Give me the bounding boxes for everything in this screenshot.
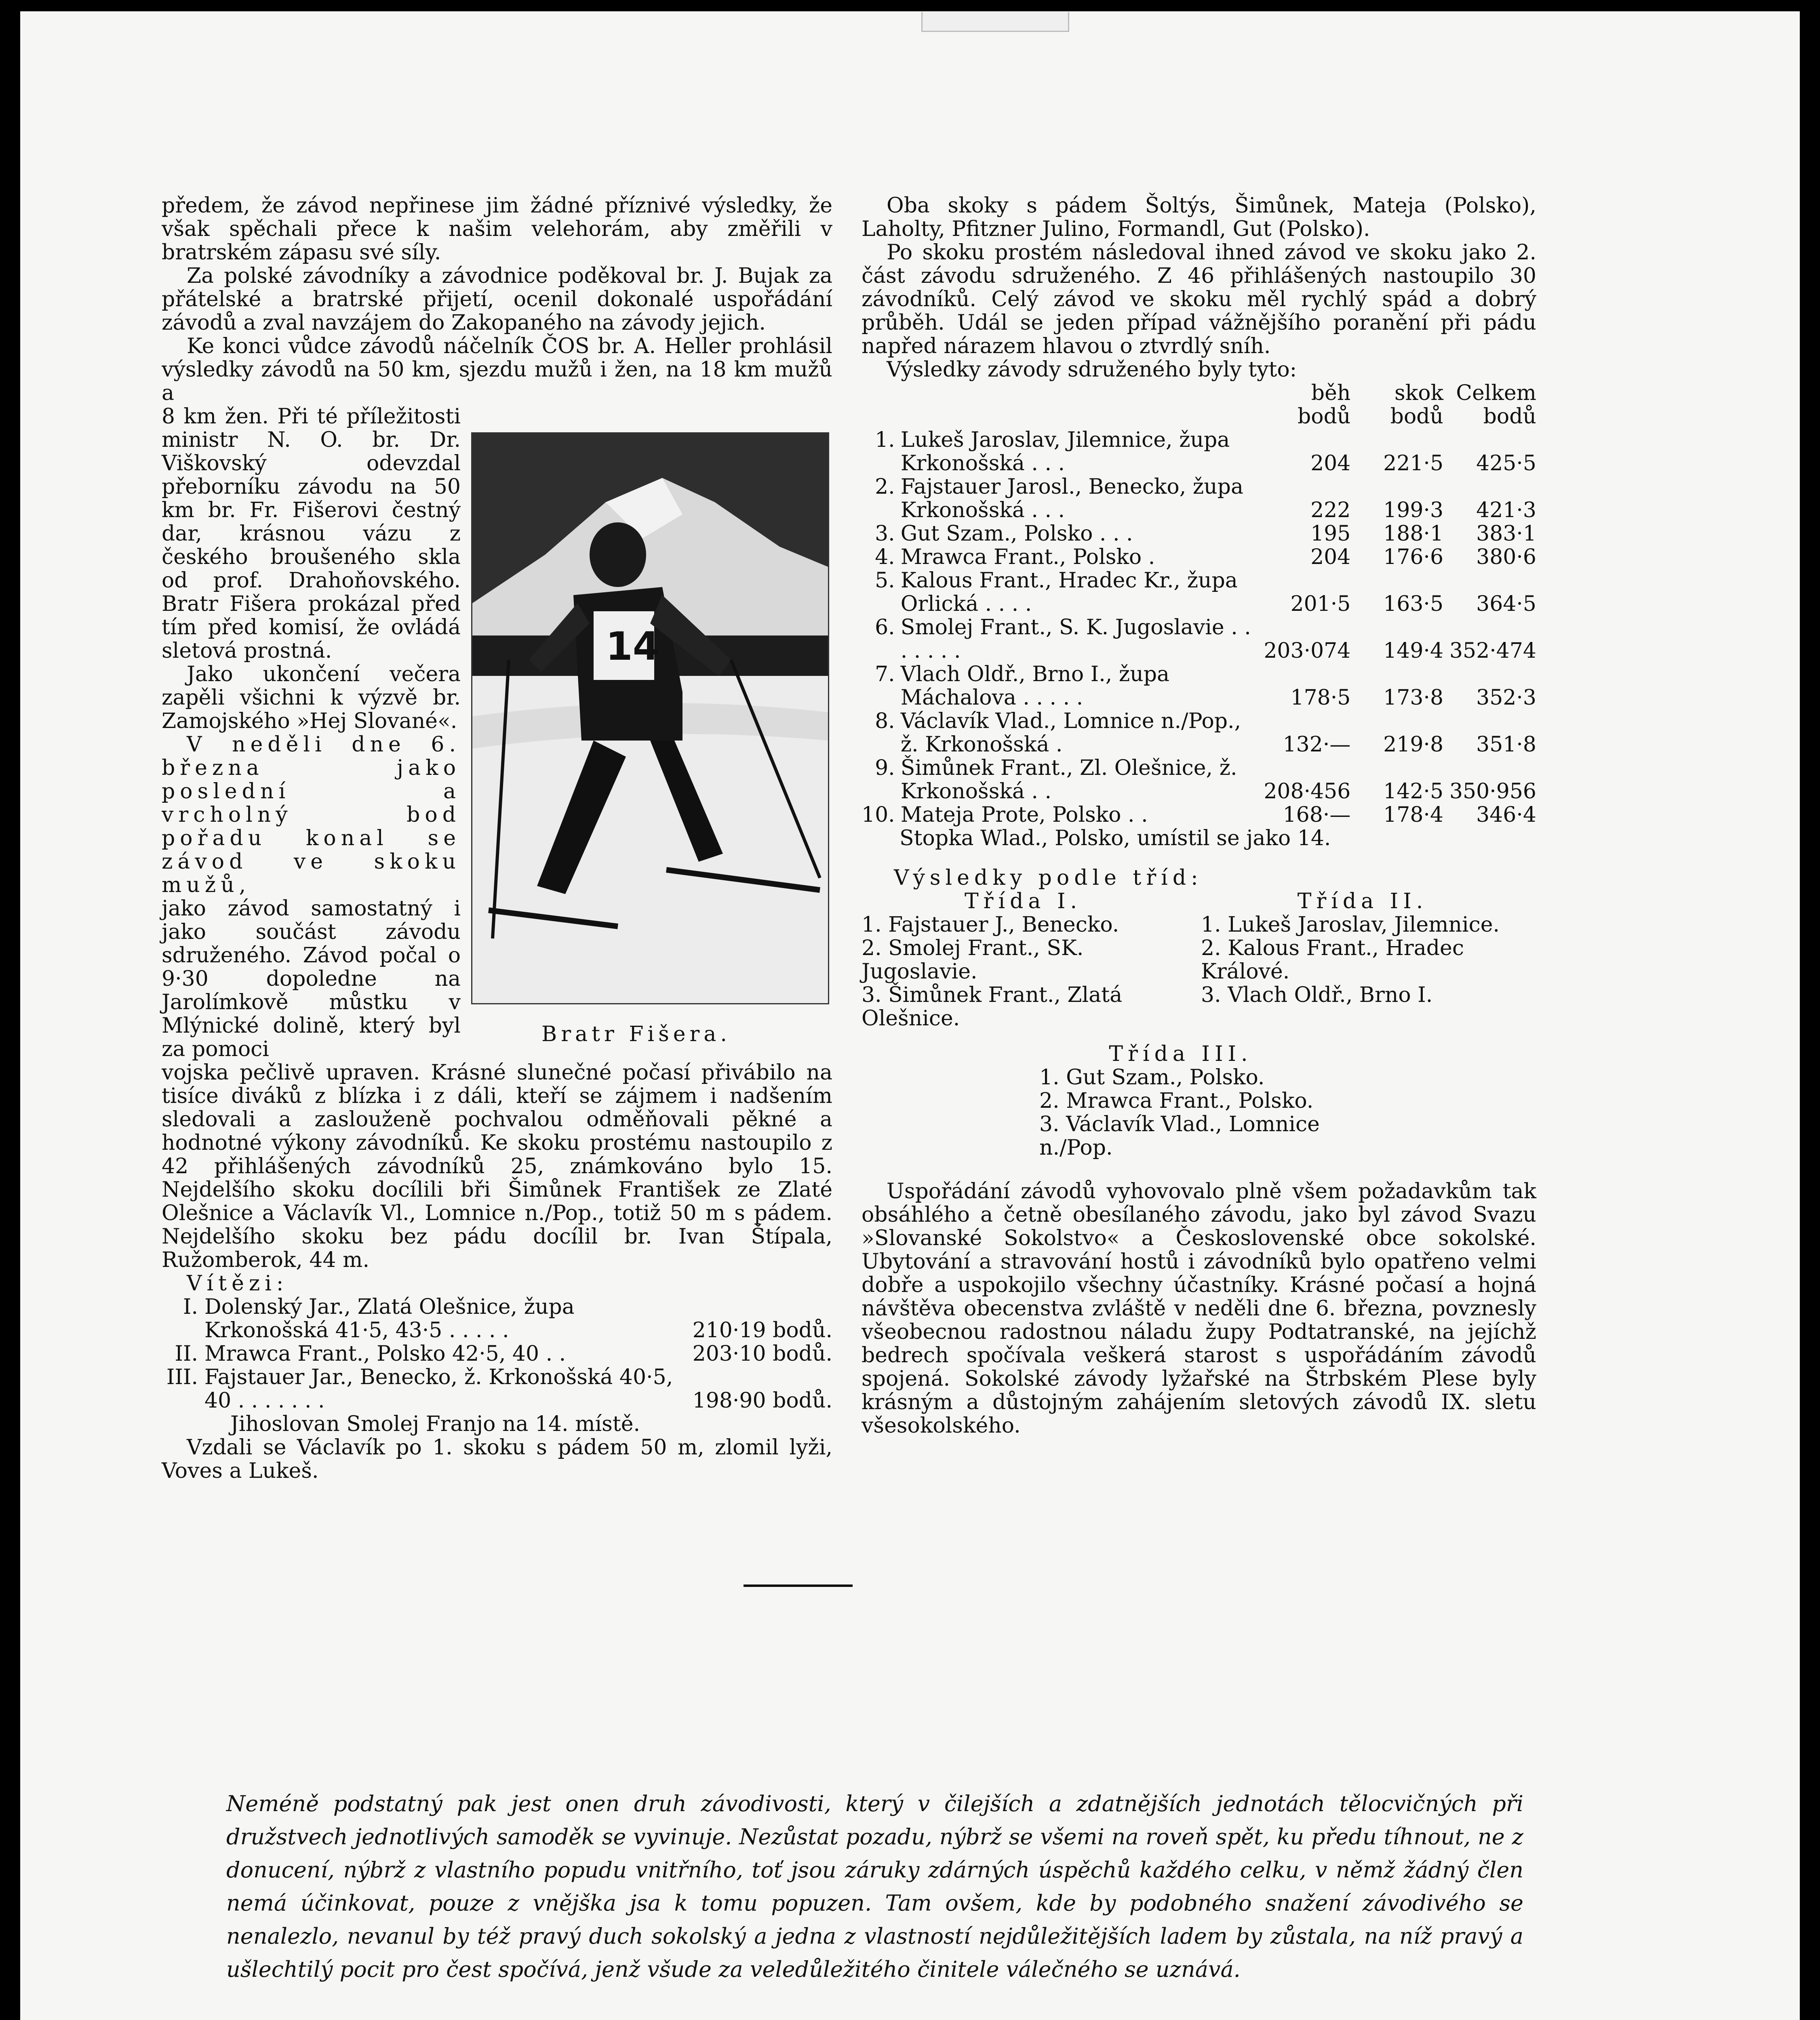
result-name: Kalous Frant., Hradec Kr., župa Orlická . . . . [900,568,1238,616]
class-3-heading: Třída III. [1109,1042,1253,1066]
left-paragraph-5-lead: V neděli dne 6. března jako poslední a vrcholný bod pořadu konal se závod ve skoku mužů, [162,732,461,897]
class-columns [862,890,1536,1030]
result-name: Mateja Prote, Polsko . . [900,803,1148,827]
skier-bib-number: 14 [606,624,660,669]
class-3-list [1039,1066,1322,1159]
winner-rank: II. [175,1342,198,1366]
class-entry: 1. Lukeš Jaroslav, Jilemnice. [1201,913,1500,937]
result-rank: 3. [875,522,895,546]
class-1-heading: Třída I. [964,889,1082,913]
result-run: 203·074 [1264,639,1351,663]
class-entry: 2. Smolej Frant., SK. Jugoslavie. [862,936,1084,984]
result-total: 421·3 [1476,498,1536,522]
result-row [862,428,1536,475]
winner-rank: III. [166,1365,198,1389]
winner-rank: I. [183,1295,198,1319]
result-name: Gut Szam., Polsko . . . [900,522,1133,546]
result-total: 352·474 [1449,639,1536,663]
left-paragraph-7: Jihoslovan Smolej Franjo na 14. místě. [230,1412,640,1436]
result-total: 380·6 [1476,545,1536,569]
left-paragraph-1: předem, že závod nepřinese jim žádné příznivé výsledky, že však spěchali přece k našim velehorám, aby změřili v bratrském zápasu své síly. [162,194,832,265]
result-row [862,803,1536,827]
result-row [862,475,1536,522]
result-rank: 2. [875,475,895,499]
by-class-heading: Výsledky podle tříd: [894,866,1203,890]
result-rank: 1. [875,428,895,452]
class-2-list [1201,913,1524,1007]
class-2 [1201,890,1524,1030]
winner-score: 198·90 bodů. [692,1389,832,1413]
result-jump: 199·3 [1383,498,1444,522]
result-row [862,756,1536,803]
result-jump: 163·5 [1383,592,1444,616]
result-name: Mrawca Frant., Polsko . [900,545,1155,569]
winner-score: 210·19 bodů. [692,1318,832,1342]
winner-score: 203·10 bodů. [692,1342,832,1366]
left-paragraph-8: Vzdali se Václavík po 1. skoku s pádem 50 m, zlomil lyži, Voves a Lukeš. [162,1435,832,1483]
result-run: 204 [1310,545,1351,569]
result-rank: 4. [875,545,895,569]
class-2-heading: Třída II. [1297,889,1428,913]
result-jump: 149·4 [1383,639,1444,663]
result-total: 364·5 [1476,592,1536,616]
section-divider [744,1584,853,1587]
result-jump: 188·1 [1383,522,1444,546]
result-rank: 5. [875,568,895,593]
class-entry: 3. Václavík Vlad., Lomnice n./Pop. [1039,1112,1320,1160]
result-row [862,663,1536,709]
results-header-row [862,381,1536,428]
class-entry: 1. Fajstauer J., Benecko. [862,913,1119,937]
class-entry: 3. Šimůnek Frant., Zlatá Olešnice. [862,983,1123,1031]
winner-name: Mrawca Frant., Polsko 42·5, 40 . . [204,1342,566,1366]
top-edge-mark [921,12,1069,32]
right-paragraph-3: Uspořádání závodů vyhovovalo plně všem požadavkům tak obsáhlého a četně obesílaného závodu, jako byl závod Svazu »Slovanské Sokolstvo« a Československé obce sokolské. Ubytování a stravování hostů i závodníků bylo opatřeno velmi dobře a uspokojilo všechny účastníky. Krásné počasí a hojná návštěva obecenstva zvláště v neděli dne 6. března, povznesly všeobecnou radostnou náladu župy Podtatranské, na jejíchž bedrech spočívala veškerá starost s uspořádáním závodů spojená. Sokolské závody lyžařské na Štrbském Plese byly krásným a důstojným zahájením sletových závodů IX. sletu všesokolského. [862,1179,1536,1438]
winner-row [162,1342,832,1366]
photo-caption: Bratr Fišera. [541,1022,731,1046]
result-rank: 9. [875,756,895,780]
right-column [862,194,1536,1437]
result-run: 208·456 [1264,779,1351,804]
left-paragraph-3b: 8 km žen. Při té příležitosti ministr N. O. br. Dr. Viškovský odevzdal přeborníku závodu na 50 km br. Fr. Fišerovi čestný dar, krásnou vázu z českého broušeného skla od prof. Drahoňovského. Bratr Fišera prokázal před tím před komisí, že ovládá sletová prostná. [162,404,461,663]
right-paragraph-1: Oba skoky s pádem Šoltýs, Šimůnek, Mateja (Polsko), Laholty, Pfitzner Julino, Formandl, Gut (Polsko). [862,194,1536,241]
winner-name: Fajstauer Jar., Benecko, ž. Krkonošská 40·5, 40 . . . . . . . [204,1365,673,1413]
left-paragraph-3a: Ke konci vůdce závodů náčelník ČOS br. A. Heller prohlásil výsledky závodů na 50 km, sjezdu mužů i žen, na 18 km mužů a [162,334,832,405]
result-name: Vlach Oldř., Brno I., župa Máchalova . . . . . [900,662,1170,710]
result-run: 168·— [1283,803,1351,827]
result-row [862,522,1536,545]
result-total: 346·4 [1476,803,1536,827]
result-jump: 173·8 [1383,686,1444,710]
class-entry: 1. Gut Szam., Polsko. [1039,1065,1265,1090]
skier-photo [471,432,829,1004]
results-note: Stopka Wlad., Polsko, umístil se jako 14. [899,826,1331,850]
result-name: Lukeš Jaroslav, Jilemnice, župa Krkonošská . . . [900,428,1230,476]
result-run: 132·— [1283,732,1351,757]
result-total: 425·5 [1476,451,1536,476]
result-total: 351·8 [1476,732,1536,757]
result-jump: 178·4 [1383,803,1444,827]
result-jump: 221·5 [1383,451,1444,476]
result-name: Václavík Vlad., Lomnice n./Pop., ž. Krkonošská . [900,709,1241,757]
results-header-run: běh bodů [1297,381,1351,429]
right-paragraph-2: Po skoku prostém následoval ihned závod ve skoku jako 2. část závodu sdruženého. Z 46 přihlášených nastoupilo 30 závodníků. Celý závod ve skoku měl rychlý spád a dobrý průběh. Udál se jeden případ vážnějšího poranění při pádu napřed nárazem hlavou o ztvrdlý sníh. [862,240,1536,358]
result-run: 201·5 [1290,592,1351,616]
class-entry: 2. Mrawca Frant., Polsko. [1039,1089,1314,1113]
left-paragraph-6: vojska pečlivě upraven. Krásné slunečné počasí přivábilo na tisíce diváků z blízka i z dáli, kteří se zájmem i nadšením sledovali a zaslouženě pochvalou odměňovali pěkné a hodnotné výkony závodníků. Ke skoku prostému nastoupilo z 42 přihlášených závodníků 25, známkováno bylo 15. Nejdelšího skoku docílili bři Šimůnek František ze Zlaté Olešnice a Václavík Vl., Lomnice n./Pop., totiž 50 m s pádem. Nejdelšího skoku bez pádu docílil br. Ivan Štípala, Ružomberok, 44 m. [162,1060,832,1272]
left-paragraph-5-rest: jako závod samostatný i jako součást závodu sdruženého. Závod počal o 9·30 dopoledne na Jarolímkově můstku v Mlýnické dolině, který byl za pomoci [162,896,461,1061]
result-rank: 10. [862,803,895,827]
results-header-jump: skok bodů [1390,381,1444,429]
result-jump: 176·6 [1383,545,1444,569]
result-rank: 6. [875,615,895,640]
winner-row [162,1366,832,1412]
result-run: 222 [1310,498,1351,522]
winners-table [162,1295,832,1412]
winners-heading: Vítězi: [187,1271,289,1296]
result-run: 204 [1310,451,1351,476]
class-entry: 3. Vlach Oldř., Brno I. [1201,983,1433,1007]
class-entry: 2. Kalous Frant., Hradec Králové. [1201,936,1464,984]
left-paragraph-4: Jako ukončení večera zapěli všichni k výzvě br. Zamojského »Hej Slované«. [162,662,461,733]
results-intro: Výsledky závody sdruženého byly tyto: [887,358,1297,382]
result-jump: 219·8 [1383,732,1444,757]
result-name: Smolej Frant., S. K. Jugoslavie . . . . . . . [900,615,1251,663]
result-rank: 8. [875,709,895,733]
result-row [862,569,1536,616]
result-row [862,709,1536,756]
result-total: 350·956 [1449,779,1536,804]
class-1 [862,890,1185,1030]
result-name: Šimůnek Frant., Zl. Olešnice, ž. Krkonošská . . [900,756,1237,804]
result-row [862,545,1536,569]
result-jump: 142·5 [1383,779,1444,804]
result-row [862,616,1536,663]
result-run: 178·5 [1290,686,1351,710]
result-total: 352·3 [1476,686,1536,710]
winner-name: Dolenský Jar., Zlatá Olešnice, župa Krkonošská 41·5, 43·5 . . . . . [204,1295,575,1342]
closing-paragraph: Neméně podstatný pak jest onen druh závodivosti, který v čilejších a zdatnějších jednotách tělocvičných při družstvech jednotlivých samoděk se vyvinuje. Nezůstat pozadu, nýbrž se všemi na roveň spět, ku předu tíhnout, ne z donucení, nýbrž z vlastního popudu vnitřního, toť jsou záruky zdárných úspěchů každého celku, v němž žádný člen nemá účinkovat, pouze z vnějška jsa k tomu popuzen. Tam ovšem, kde by podobného snažení závodivého se nenalezlo, nevanul by též pravý duch sokolský a jedna z vlastností nejdůležitějších ladem by zůstala, na níž pravý a ušlechtilý pocit pro čest spočívá, jenž všude za veledůležitého činitele válečného se uznává. [226,1791,1523,1982]
class-1-list [862,913,1185,1030]
results-header-total: Celkem bodů [1456,381,1536,429]
left-paragraph-2: Za polské závodníky a závodnice poděkoval br. J. Bujak za přátelské a bratrské přijetí, ocenil dokonalé uspořádání závodů a zval navzájem do Zakopaného na závody jejich. [162,264,832,335]
result-name: Fajstauer Jarosl., Benecko, župa Krkonošská . . . [900,475,1243,522]
winner-row [162,1295,832,1342]
result-rank: 7. [875,662,895,686]
result-run: 195 [1310,522,1351,546]
result-total: 383·1 [1476,522,1536,546]
skier-photo-drawing [472,433,828,1003]
results-table [862,381,1536,827]
class-3 [1039,1042,1322,1159]
